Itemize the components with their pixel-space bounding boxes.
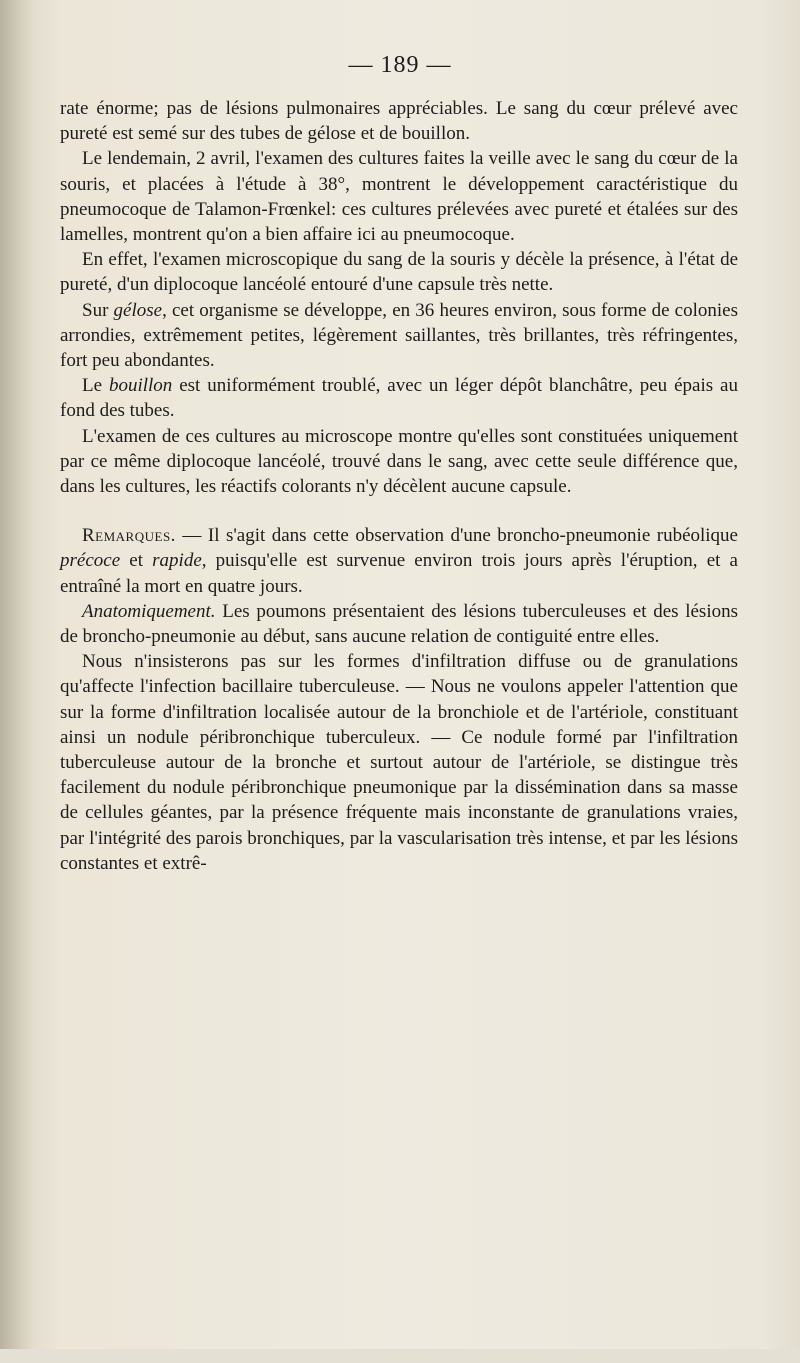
anatomiquement-heading: Anatomiquement. bbox=[82, 600, 216, 622]
paragraph-1: rate énorme; pas de lésions pulmonaires appréciables. Le sang du cœur prélevé avec pureté est semé sur des tubes de gélose et de bouillon. bbox=[60, 98, 738, 145]
page-number: — 189 — bbox=[348, 52, 452, 78]
remarques-text-b: et bbox=[120, 550, 153, 572]
paragraph-3: En effet, l'examen microscopique du sang de la souris y décèle la présence, à l'état de pureté, d'un diplocoque lancéolé entouré d'une capsule très nette. bbox=[60, 249, 738, 296]
paragraph-4-lead: Sur bbox=[82, 299, 114, 321]
remarques-text-a: — Il s'agit dans cette observation d'une broncho-pneumonie rubéolique bbox=[175, 525, 738, 547]
remarques-emphasis-rapide: rapide bbox=[152, 550, 202, 572]
paragraph-5-emphasis: bouillon bbox=[108, 375, 173, 397]
paragraph-remarques bbox=[60, 523, 738, 599]
paragraph-anatomiquement bbox=[60, 599, 738, 649]
paragraph-5 bbox=[60, 373, 738, 423]
body-text bbox=[60, 96, 738, 876]
paragraph-4-rest: , cet organisme se développe, en 36 heures environ, sous forme de colonies arrondies, extrêmement petites, légèrement saillantes, très brillantes, très réfringentes, fort peu abondantes. bbox=[60, 299, 738, 372]
paragraph-4 bbox=[60, 298, 738, 374]
page-bottom-edge bbox=[0, 1349, 800, 1363]
paragraph-5-rest: est uniformément troublé, avec un léger dépôt blanchâtre, peu épais au fond des tubes. bbox=[60, 375, 738, 422]
paragraph-6: L'examen de ces cultures au microscope montre qu'elles sont constituées uniquement par ce même diplocoque lancéolé, trouvé dans le sang, avec cette seule différence que, dans les cultures, les réactifs colorants n'y décèlent aucune capsule. bbox=[60, 425, 738, 498]
remarques-heading: Remarques. bbox=[82, 525, 176, 547]
remarques-text-c: , puisqu'elle est survenue environ trois jours après l'éruption, et a entraîné la mort en quatre jours. bbox=[60, 550, 738, 597]
paragraph-9: Nous n'insisterons pas sur les formes d'infiltration diffuse ou de granulations qu'affecte l'infection bacillaire tuberculeuse. — Nous ne voulons appeler l'attention que sur la forme d'infiltration localisée autour de la bronchiole et de l'artériole, constituant ainsi un nodule péribronchique tuberculeux. — Ce nodule formé par l'infiltration tuberculeuse autour de la bronche et surtout autour de l'artériole, se distingue très facilement du nodule péribronchique pneumonique par la dissémination dans sa masse de cellules géantes, par la présence fréquente mais inconstante de granulations vraies, par l'intégrité des parois bronchiques, par la vascularisation très intense, et par les lésions constantes et extrê- bbox=[60, 651, 738, 874]
anatomiquement-text: Les poumons présentaient des lésions tuberculeuses et des lésions de broncho-pneumonie au début, sans aucune relation de contiguité entre elles. bbox=[60, 600, 738, 648]
paragraph-2: Le lendemain, 2 avril, l'examen des cultures faites la veille avec le sang du cœur de la souris, et placées à l'étude à 38°, montrent le développement caractéristique du pneumocoque de Talamon-Frœnkel: ces cultures prélevées avec pureté et étalées sur des lamelles, montrent qu'on a bien affaire ici au pneumocoque. bbox=[60, 148, 738, 246]
binding-shadow bbox=[0, 0, 34, 1363]
remarques-emphasis-precoce: précoce bbox=[60, 550, 121, 572]
paragraph-5-lead: Le bbox=[82, 375, 109, 397]
paragraph-4-emphasis: gélose bbox=[113, 299, 163, 321]
